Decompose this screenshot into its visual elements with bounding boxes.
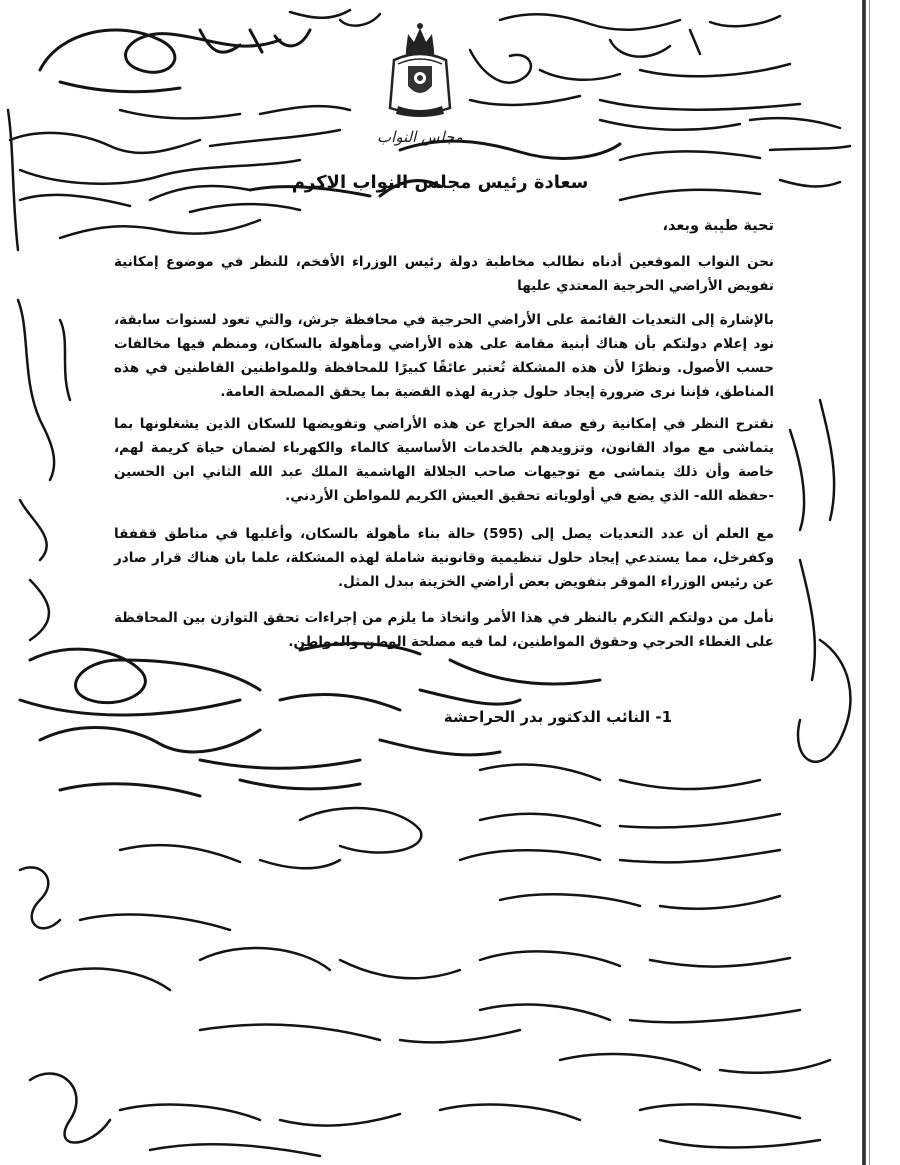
signature-mark: [18, 300, 70, 640]
scan-border: [862, 0, 866, 1165]
crown-emblem-icon: [384, 20, 456, 120]
emblem-label: مجلس النواب: [377, 128, 463, 146]
signature-mark: [290, 10, 800, 110]
signature-mark: [600, 118, 850, 200]
letter-paragraph: بالإشارة إلى التعديات القائمة على الأراضي الحرجية في محافظة جرش، والتي تعود لسنوات سابقة، نود إعلام دولتكم بأن هناك أبنية مقامة على هذه الأراضي ومأهولة بالسكان، ومنظم فيها مخالفات حسب الأصول. ونظرًا لأن هذه المشكلة تُعتبر عائقًا كبيرًا للمحافظة وللمواطنين القاطنين في هذه المناطق، فإننا نرى ضرورة إيجاد حلول جذرية لهذه القضية بما يحقق المصلحة العامة.: [114, 312, 774, 400]
signature-mark: [790, 400, 850, 762]
signature-mark: [20, 765, 830, 1156]
letter-paragraph: نأمل من دولتكم التكرم بالنظر في هذا الأمر واتخاذ ما يلزم من إجراءات تحقق التوازن بين المحافظة على الغطاء الحرجي وحقوق المواطنين، لما فيه مصلحة الوطن والمواطن.: [114, 610, 774, 650]
letter-paragraph: نحن النواب الموقعين أدناه نطالب مخاطبة دولة رئيس الوزراء الأفخم، للنظر في موضوع إمكانية تفويض الأراضي الحرجية المعتدي عليها: [114, 254, 774, 294]
scan-border-thin: [869, 0, 870, 1165]
letter-paragraph: نقترح النظر في إمكانية رفع صفة الحراج عن هذه الأراضي وتفويضها للسكان الذين يشغلونها بما يتماشى مع مواد القانون، وتزويدهم بالخدمات الأساسية كالماء والكهرباء لضمان حياة كريمة لهم، خاصة وأن ذلك يتماشى مع توجيهات صاحب الجلالة الهاشمية الملك عبد الله الثاني ابن الحسين -حفظه الله- الذي يضع في أولوياته تحقيق العيش الكريم للمواطن الأردني.: [114, 416, 774, 504]
first-signatory: 1- النائب الدكتور بدر الحراحشة: [443, 708, 672, 726]
letter-title: سعادة رئيس مجلس النواب الاكرم: [291, 172, 589, 193]
letter-paragraph: مع العلم أن عدد التعديات يصل إلى (595) حالة بناء مأهولة بالسكان، وأغلبها في مناطق ققفقا وكفرخل، مما يستدعي إيجاد حلول تنظيمية وقانونية شاملة لهذه المشكلة، علما بان هناك قرار صادر عن رئيس الوزراء الموقر بتفويض بعض أراضي الخزينة ببدل المثل.: [114, 526, 774, 590]
letter-greeting: تحية طيبة وبعد،: [662, 218, 774, 234]
signature-mark: [40, 30, 310, 92]
